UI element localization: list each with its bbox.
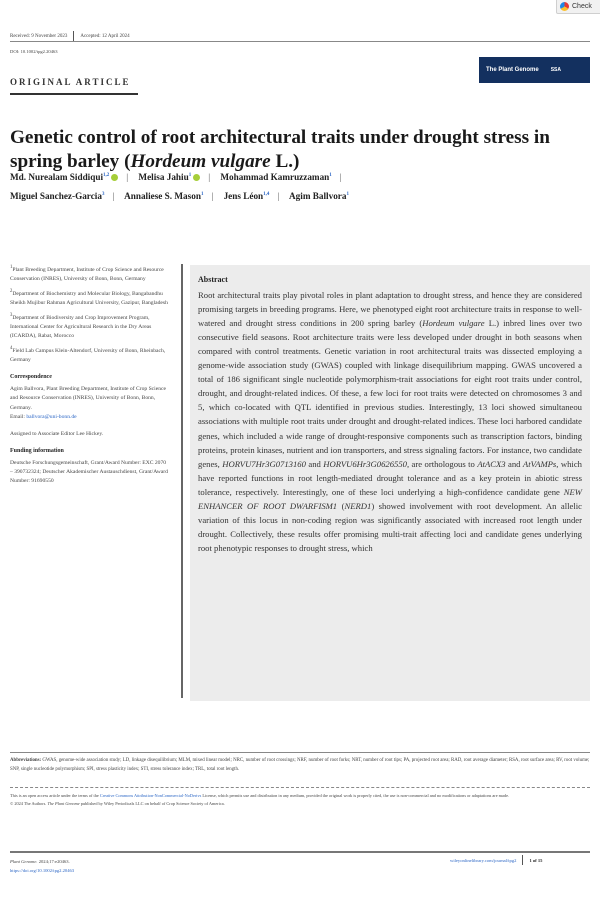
correspondence-email: Email: ballvora@uni-bonn.de [10, 413, 77, 420]
author[interactable]: Melisa Jahiu$^1$ [138, 172, 200, 182]
license-text: This is an open access article under the terms of the Creative Commons Attribution-NonCommercial-NoDerivs License, which permits use and distribution in any medium, provided the original work is properly cited, the use is non-commercial and no modifications or adaptations are made. © 2024 The Authors. The Plant Genome published by Wiley Periodicals LLC on behalf of Crop Science Society of America. [10, 793, 510, 806]
orcid-icon[interactable] [193, 174, 200, 181]
correspondence-text: Agim Ballvora, Plant Breeding Department, Institute of Crop Science and Resource Conservation (INRES), University of Bonn, Bonn, Germany. [10, 386, 166, 411]
author-list: Md. Nurealam Siddiqui$^{1,2}$ | Melisa Jahiu$^1$ | Mohammad Kamruzzaman$^1$ | Miguel Sanchez-Garcia$^3$ | Annaliese S. Mason$^1$ | Jens Léon$^{1,4}$ | Agim Ballvora$^1$ [10, 172, 349, 202]
dates-separator [73, 31, 74, 41]
check-for-updates-icon [560, 2, 569, 11]
journal-url-link[interactable]: wileyonlinelibrary.com/journal/tpg2 [450, 857, 517, 863]
title-species: Hordeum vulgare [130, 151, 271, 172]
doi: DOI: 10.1002/tpg2.20463 [10, 49, 58, 54]
title-main: Genetic control of root architectural traits under drought stress in spring barley ( [10, 127, 550, 172]
journal-badge[interactable] [479, 57, 590, 83]
orcid-icon[interactable] [111, 174, 118, 181]
editor-note: Assigned to Associate Editor Lee Hickey. [10, 430, 104, 437]
footer-citation: Plant Genome. 2024;17:e20463. https://doi.org/10.1002/tpg2.20463 [10, 859, 75, 873]
footer-right [450, 855, 542, 865]
dates-line [10, 31, 130, 41]
doi-link[interactable]: https://doi.org/10.1002/tpg2.20463 [10, 868, 75, 873]
license-divider [10, 787, 590, 788]
affiliation: $^1$Plant Breeding Department, Institute of Crop Science and Resource Conservation (INRES), University of Bonn, Bonn, Germany [10, 265, 164, 282]
header-rule-right [190, 41, 590, 42]
check-for-updates-button[interactable] [556, 0, 600, 14]
footer-rule [10, 851, 590, 853]
affiliation: $^4$Field Lab Campus Klein-Altendorf, University of Bonn, Rheinbach, Germany [10, 346, 166, 364]
footer-separator [522, 855, 523, 865]
funding-heading: Funding information [10, 447, 64, 454]
journal-name: The Plant Genome [486, 67, 539, 73]
received-date: Received: 9 November 2023 [10, 33, 68, 39]
column-divider [181, 264, 183, 698]
abstract-box [190, 265, 590, 701]
author[interactable]: Annaliese S. Mason$^1$ [124, 191, 204, 202]
abbreviations: Abbreviations: GWAS, genome-wide association study; LD, linkage disequilibrium; MLM, mixed linear model; NRC, number of root crossings; NRF, number of root forks; NRT, number of root tips; PA, projected root area; RAD, root average diameter; RSA, root surface area; RV, root volume; SNP, single nucleotide polymorphism; SPI, stress plasticity index; STI, stress tolerance index; TRL, total root length. [10, 758, 590, 772]
correspondence-heading: Correspondence [10, 374, 52, 381]
accepted-date: Accepted: 12 April 2024 [80, 33, 130, 39]
sidebar [10, 263, 170, 489]
funding-text: Deutsche Forschungsgemeinschaft, Grant/Award Number: EXC 2070 – 390732324; Deutscher Akademischer Austauschdienst, Grant/Award Number: 91690550 [10, 459, 168, 485]
author[interactable]: Mohammad Kamruzzaman$^1$ [220, 172, 332, 183]
article-type: ORIGINAL ARTICLE [10, 77, 131, 87]
check-button-label: Check [572, 2, 592, 10]
license-link[interactable]: Creative Commons Attribution-NonCommercial-NoDerivs [99, 793, 202, 798]
author[interactable]: Md. Nurealam Siddiqui$^{1,2}$ [10, 172, 118, 182]
affiliation: $^3$Department of Biodiversity and Crop Improvement Program, International Center for Agricultural Research in the Dry Areas (ICARDA), Rabat, Morocco [10, 313, 152, 340]
header-rule [10, 41, 190, 42]
affiliation: $^2$Department of Biochemistry and Molecular Biology, Bangabandhu Sheikh Mujibur Rahman Agricultural University, Gazipur, Bangladesh [10, 289, 168, 306]
title-end: L.) [270, 151, 300, 172]
abbreviations-rule [10, 752, 590, 753]
email-link[interactable]: ballvora@uni-bonn.de [26, 413, 77, 420]
abstract-heading: Abstract [198, 275, 228, 284]
abstract-text: Root architectural traits play pivotal roles in plant adaptation to drought stress, and hence they are considered promising targets in breeding programs. Here, we phenotyped eight root architecture traits in response to well-watered and drought stress conditions in 200 spring barley (Hordeum vulgare L.) inbred lines over two consecutive field seasons. Root architecture traits were less developed under drought in both seasons when compared with control treatments. Genetic variation in root architectural traits was dissected employing a genome-wide association study (GWAS) coupled with linkage disequilibrium mapping. GWAS uncovered a total of 186 significant single nucleotide polymorphism-trait associations for eight root traits under control, drought, and drought-related indices. Of these, a few loci for root traits were detected on chromosomes 3 and 5, which co-located with QTL identified in previous studies. Interestingly, 13 loci showed simultaneou associations with multiple root traits under drought and drought-related indices. These loci harbored candidate genes, which included a wide range of drought-responsive components such as transcription factors, binding proteins, protein kinases, nutrient and ion transporters, and stress signaling factors. For instance, two candidate genes, HORVU7Hr3G0713160 and HORVU6Hr3G0626550, are orthologous to AtACX3 and AtVAMPs, which have reported functions in root length-mediated drought tolerance and as a key protein in abiotic stress tolerance, respectively. Interestingly, one of these loci underlying a high-confidence candidate gene NEW ENHANCER OF ROOT DWARFISM1 (NERD1) showed involvement with root development. An allelic variation of this locus in non-coding region was significantly associated with increased root length under drought. Collectively, these results offer promising multi-trait affecting loci and candidate genes underlying root phenotypic responses to drought stress, which [198, 290, 582, 553]
author[interactable]: Agim Ballvora$^1$ [289, 191, 349, 202]
author[interactable]: Jens Léon$^{1,4}$ [223, 191, 270, 202]
article-type-rule [10, 93, 138, 95]
page-number: 1 of 15 [529, 857, 543, 863]
author[interactable]: Miguel Sanchez-Garcia$^3$ [10, 191, 105, 202]
society-logo-icon: SSA [550, 67, 561, 73]
